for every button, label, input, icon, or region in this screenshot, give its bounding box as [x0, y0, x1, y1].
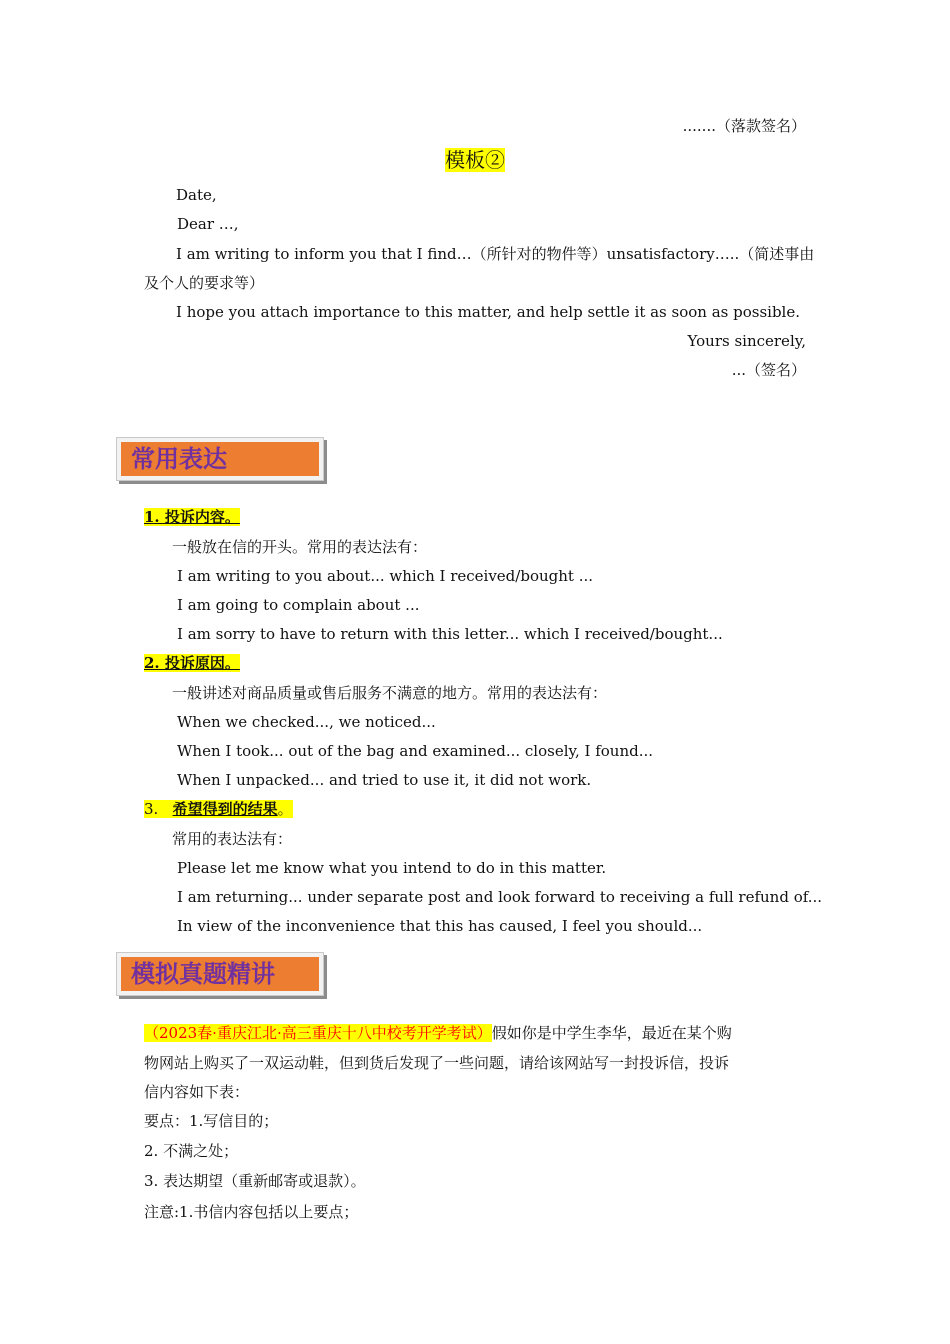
exam-prompt-line: 信内容如下表：	[144, 1083, 250, 1101]
item-heading-1: 1. 投诉内容。	[144, 508, 240, 526]
exam-point: 3. 表达期望（重新邮寄或退款）。	[144, 1172, 366, 1190]
exam-point: 要点：1.写信目的；	[144, 1112, 279, 1130]
letter-body-line: I am writing to inform you that I find…（所针对的物件等）unsatisfactory…..（简述事由	[176, 245, 815, 263]
exam-prompt-line: （2023春·重庆江北·高三重庆十八中校考开学考试）假如你是中学生李华，最近在某个购	[144, 1024, 732, 1042]
item-heading-2: 2. 投诉原因。	[144, 654, 240, 672]
section-title: 模拟真题精讲	[121, 957, 319, 991]
section-header-common	[116, 437, 324, 481]
expression: I am writing to you about... which I received/bought ...	[177, 567, 593, 585]
expression: Please let me know what you intend to do in this matter.	[177, 859, 607, 877]
expression: I am going to complain about ...	[177, 596, 420, 614]
exam-source: （2023春·重庆江北·高三重庆十八中校考开学考试）	[144, 1024, 492, 1042]
expression: In view of the inconvenience that this has caused, I feel you should...	[177, 917, 703, 935]
signature-placeholder: .......（落款签名）	[682, 117, 806, 135]
exam-prompt-line: 物网站上购买了一双运动鞋，但到货后发现了一些问题，请给该网站写一封投诉信，投诉	[144, 1054, 730, 1072]
letter-closing: Yours sincerely,	[687, 332, 806, 350]
item-intro: 一般放在信的开头。常用的表达法有：	[172, 538, 428, 556]
letter-signature: ...（签名）	[731, 361, 806, 379]
expression: When we checked..., we noticed...	[177, 713, 436, 731]
item-intro: 一般讲述对商品质量或售后服务不满意的地方。常用的表达法有：	[172, 684, 608, 702]
letter-date: Date,	[176, 186, 217, 204]
item-heading-3: 3. 希望得到的结果。	[144, 800, 293, 818]
expression: I am returning... under separate post and look forward to receiving a full refund of...	[177, 888, 823, 906]
section-title: 常用表达	[121, 442, 319, 476]
letter-body-line: 及个人的要求等）	[144, 274, 265, 292]
item-intro: 常用的表达法有：	[172, 830, 293, 848]
expression: When I unpacked... and tried to use it, it did not work.	[177, 771, 592, 789]
letter-greeting: Dear …,	[177, 215, 239, 233]
exam-note: 注意:1.书信内容包括以上要点；	[144, 1203, 359, 1221]
exam-point: 2. 不满之处；	[144, 1142, 239, 1160]
template-title: 模板②	[445, 148, 505, 172]
section-header-exam	[116, 952, 324, 996]
letter-body-line: I hope you attach importance to this matter, and help settle it as soon as possible.	[176, 303, 800, 321]
expression: I am sorry to have to return with this letter... which I received/bought...	[177, 625, 723, 643]
expression: When I took... out of the bag and examined... closely, I found...	[177, 742, 654, 760]
